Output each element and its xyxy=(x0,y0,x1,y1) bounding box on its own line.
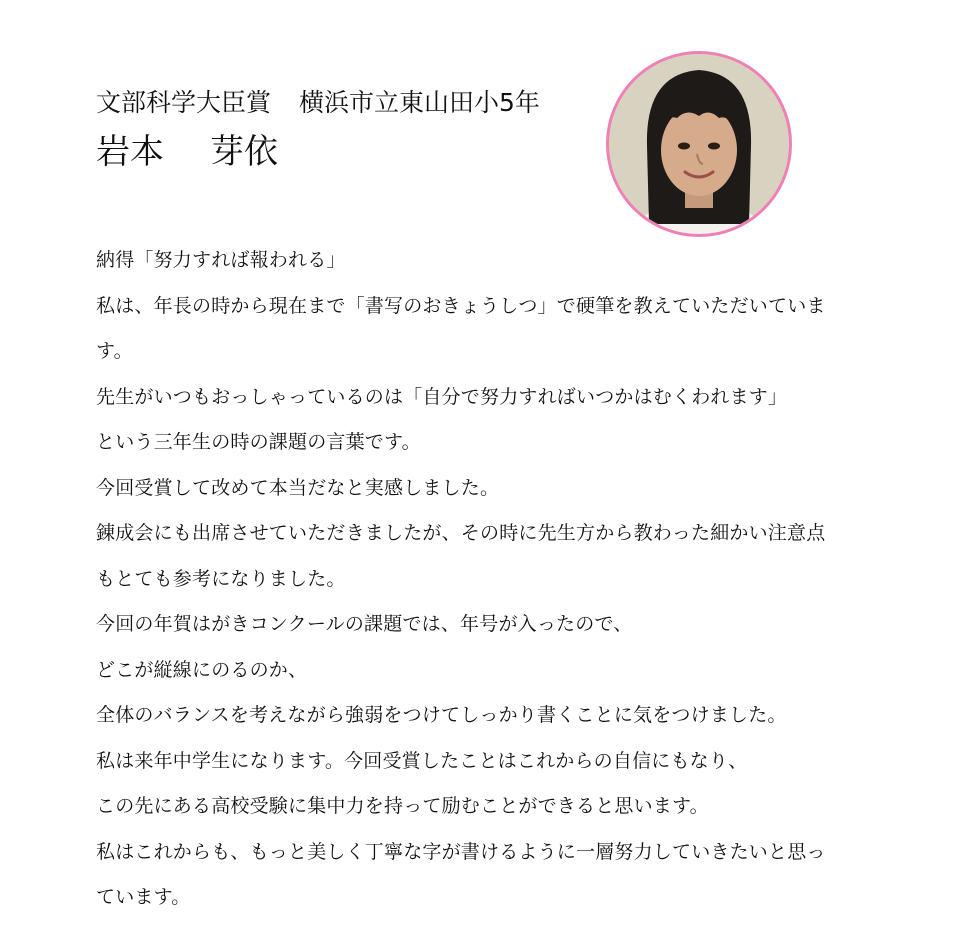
essay-line: もとても参考になりました。 xyxy=(96,567,346,590)
essay-line: この先にある高校受験に集中力を持って励むことができると思います。 xyxy=(96,795,709,817)
award-name: 文部科学大臣賞 xyxy=(96,88,272,117)
essay-line: 全体のバランスを考えながら強弱をつけてしっかり書くことに気をつけました。 xyxy=(96,704,787,726)
essay-line: 錬成会にも出席させていただきましたが、その時に先生方から教わった細かい注意点 xyxy=(96,522,826,544)
essay-line: 私は、年長の時から現在まで「書写のおきょうしつ」で硬筆を教えていただいていま xyxy=(96,294,826,317)
essay-line: 私はこれからも、もっと美しく丁寧な字が書けるように一層努力していきたいと思っ xyxy=(96,840,826,863)
essay-line: どこが縦線にのるのか、 xyxy=(96,658,308,681)
essay-line: 納得「努力すれば報われる」 xyxy=(96,249,346,271)
essay-line: す。 xyxy=(96,340,133,362)
essay-line: 先生がいつもおっしゃっているのは「自分で努力すればいつかはむくわれます」 xyxy=(96,385,788,408)
essay-line: 私は来年中学生になります。今回受賞したことはこれからの自信にもなり、 xyxy=(96,749,748,772)
student-portrait-photo xyxy=(606,51,792,237)
school-grade: 横浜市立東山田小5年 xyxy=(299,88,540,117)
essay-line: という三年生の時の課題の言葉です。 xyxy=(96,431,421,453)
student-name xyxy=(96,130,278,174)
student-surname: 岩本 xyxy=(96,132,164,172)
award-heading xyxy=(96,86,540,120)
essay-line: 今回受賞して改めて本当だなと実感しました。 xyxy=(96,476,500,499)
student-given-name: 芽依 xyxy=(210,132,278,172)
essay-line: 今回の年賀はがきコンクールの課題では、年号が入ったので、 xyxy=(96,613,633,635)
essay-body xyxy=(96,238,896,921)
portrait-illustration xyxy=(609,54,789,234)
essay-line: ています。 xyxy=(96,886,191,908)
